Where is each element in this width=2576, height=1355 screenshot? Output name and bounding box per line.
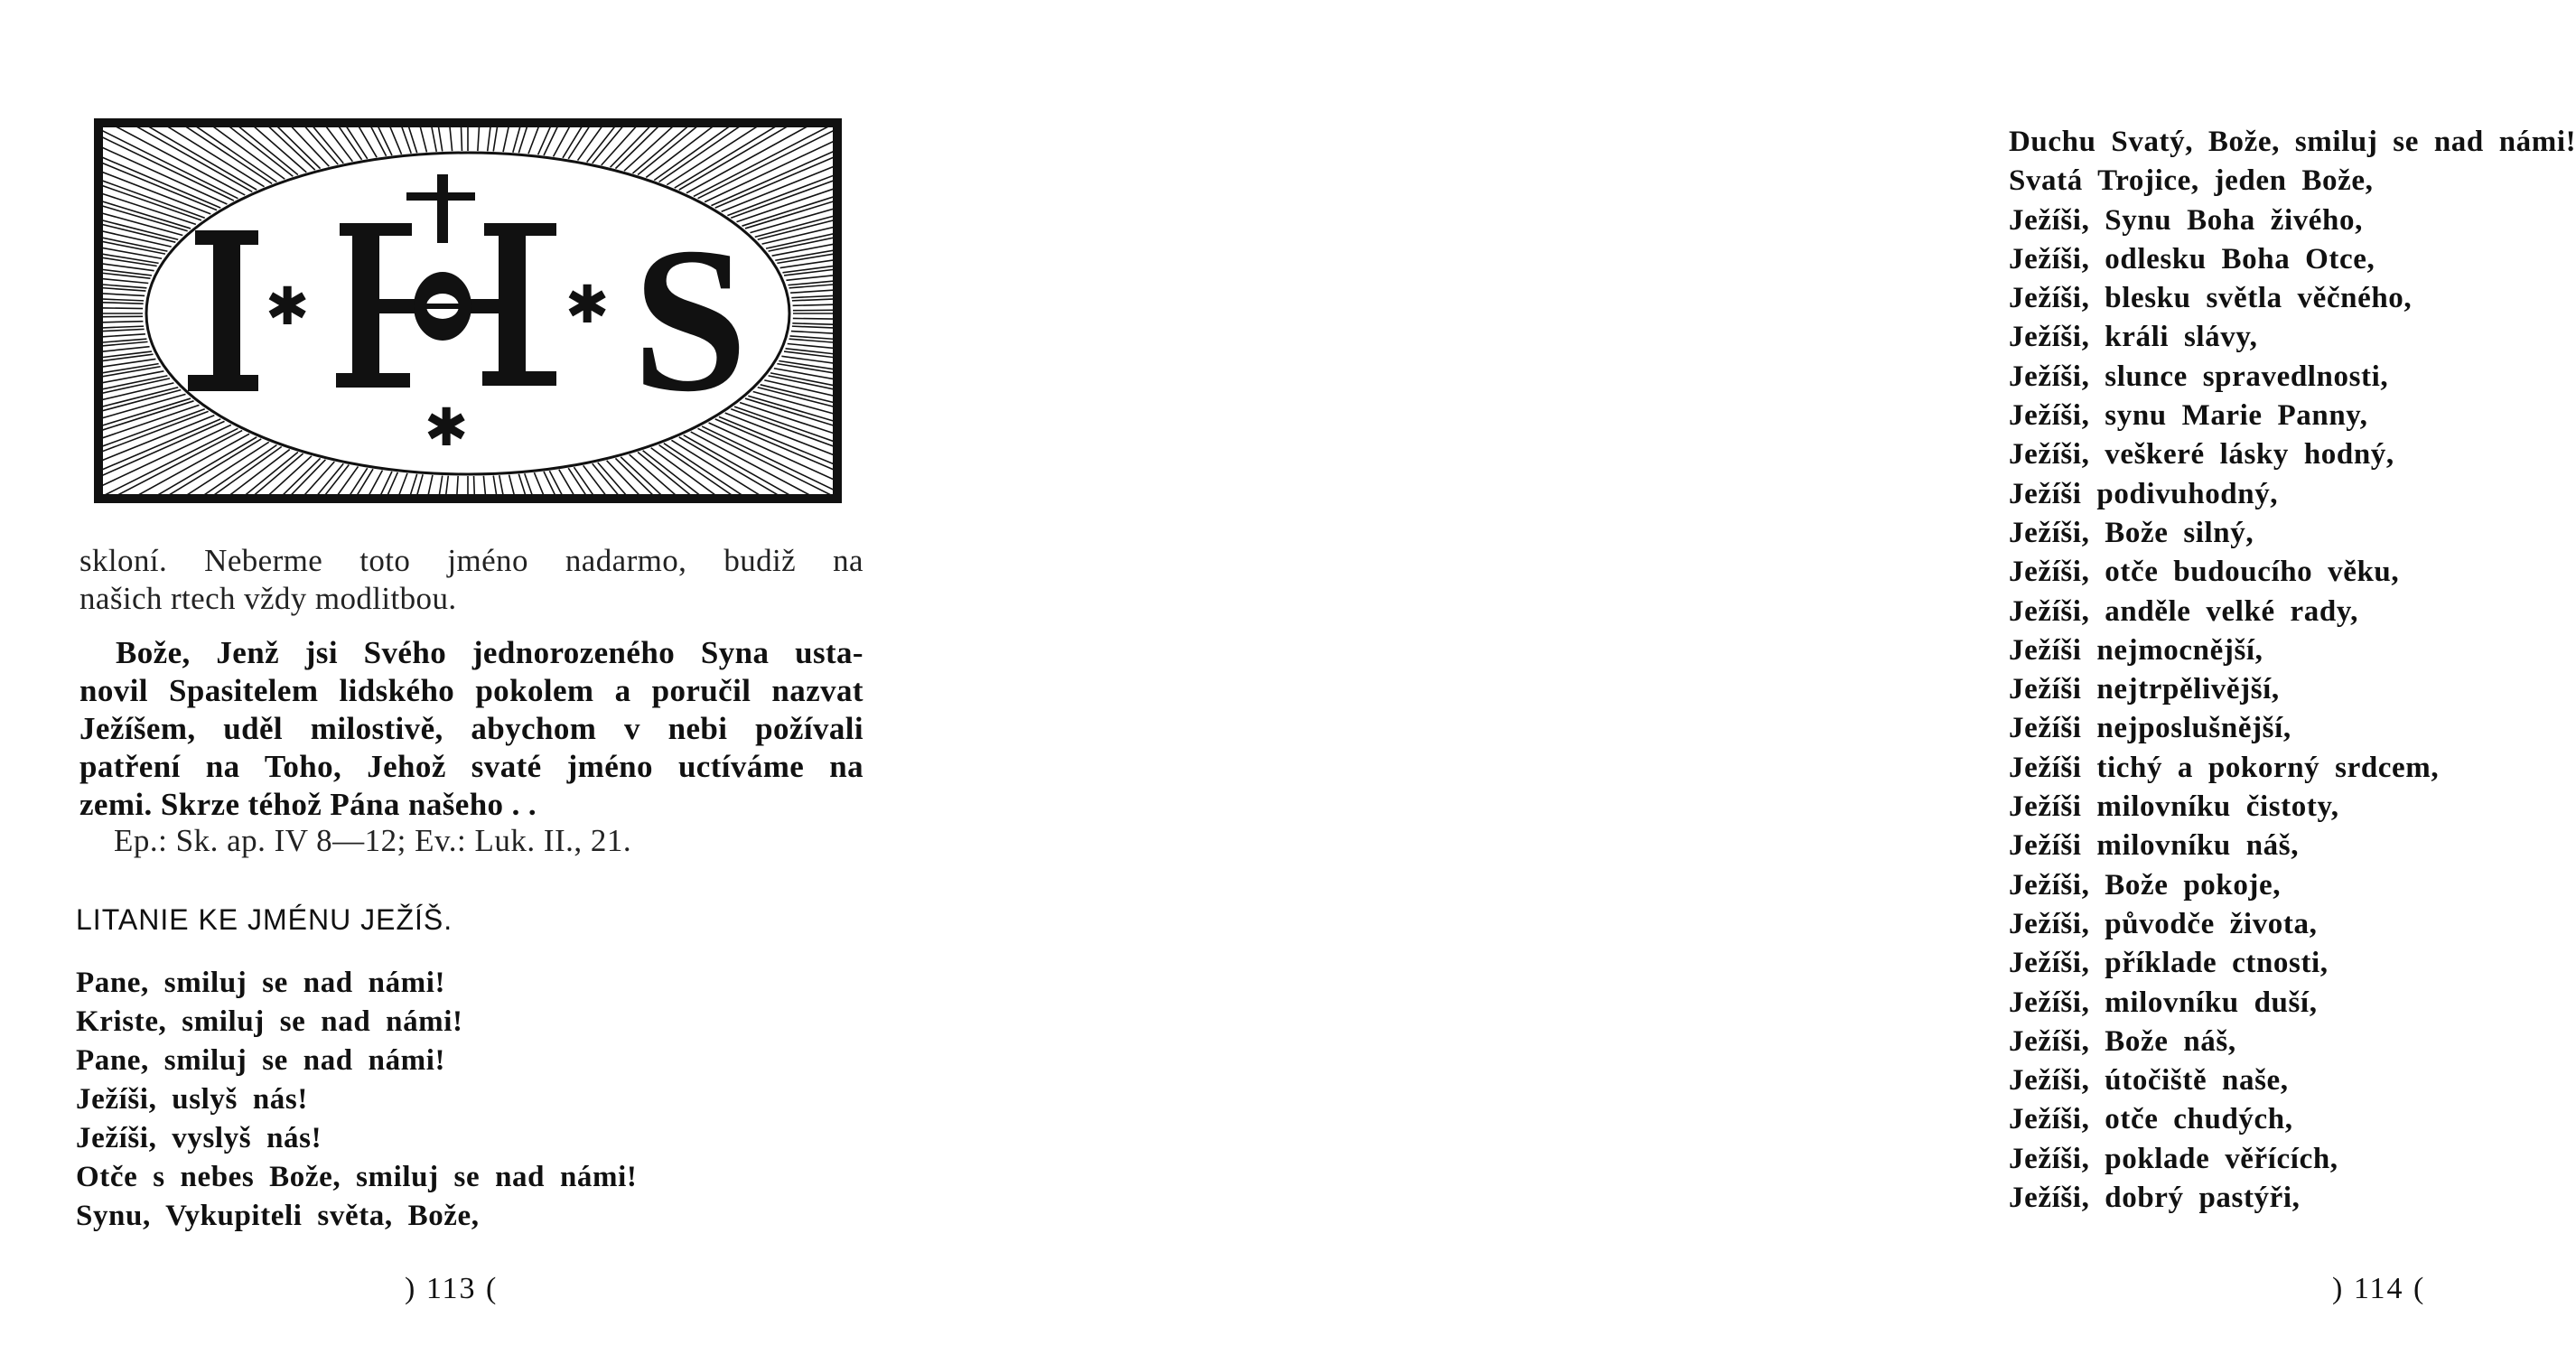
litany-line: Ježíši, Synu Boha živého, [2009, 203, 2363, 237]
litany-line: Ježíši, veškeré lásky hodný, [2009, 438, 2394, 472]
collect-line: Ježíšem, uděl milostivě, abychom v nebi požívali [79, 711, 863, 746]
collect-line: zemi. Skrze téhož Pána našeho . . [79, 787, 537, 822]
litany-line: Ježíši, otče budoucího věku, [2009, 556, 2400, 589]
litany-line: Ježíši, odlesku Boha Otce, [2009, 242, 2375, 276]
svg-text:✱: ✱ [265, 276, 310, 337]
litany-line: Ježíši, útočiště naše, [2009, 1064, 2289, 1098]
litany-line: Ježíši, dobrý pastýři, [2009, 1182, 2301, 1215]
litany-line: Ježíši, králi slávy, [2009, 321, 2258, 354]
litany-list-left [76, 964, 637, 1236]
litany-line: Ježíši, Bože pokoje, [2009, 868, 2282, 902]
litany-line: Ježíši nejtrpělivější, [2009, 673, 2280, 706]
paragraph-1 [79, 542, 863, 618]
litany-line: Otče s nebes Bože, smiluj se nad námi! [76, 1161, 638, 1193]
litany-line: Ježíši, synu Marie Panny, [2009, 399, 2368, 433]
litany-line: Svatá Trojice, jeden Bože, [2009, 164, 2374, 198]
litany-line: Ježíši, milovníku duší, [2009, 986, 2318, 1019]
left-page [0, 0, 925, 1355]
collect-prayer [79, 634, 863, 824]
litany-line: Ježíši, otče chudých, [2009, 1103, 2293, 1136]
litany-line: Kriste, smiluj se nad námi! [76, 1005, 463, 1038]
litany-line: Duchu Svatý, Bože, smiluj se nad námi! [2009, 126, 2576, 158]
litany-line: Ježíši, uslyš nás! [76, 1083, 308, 1116]
litany-line: Ježíši milovníku náš, [2009, 829, 2300, 863]
litany-line: Ježíši, anděle velké rady, [2009, 594, 2358, 628]
collect-line: patření na Toho, Jehož svaté jméno uctíváme na [79, 749, 863, 784]
litany-line: Ježíši nejmocnější, [2009, 633, 2263, 667]
paragraph-1-line: našich rtech vždy modlitbou. [79, 581, 457, 616]
scripture-references: Ep.: Sk. ap. IV 8—12; Ev.: Luk. II., 21. [114, 823, 632, 858]
litany-line: Ježíši, Bože náš, [2009, 1024, 2236, 1058]
litany-line: Ježíši, slunce spravedlnosti, [2009, 360, 2389, 393]
litany-line: Ježíši, poklade věřících, [2009, 1142, 2338, 1175]
litany-line: Ježíši, Bože silný, [2009, 516, 2254, 549]
litany-line: Ježíši tichý a pokorný srdcem, [2009, 751, 2440, 784]
collect-line: Bože, Jenž jsi Svého jednorozeného Syna usta- [116, 635, 863, 670]
collect-line: novil Spasitelem lidského pokolem a poručil nazvat [79, 673, 863, 708]
svg-text:✱: ✱ [424, 397, 469, 458]
litany-line: Pane, smiluj se nad námi! [76, 1044, 446, 1077]
page-number: ) 114 ( [2332, 1272, 2426, 1305]
litany-line: Ježíši, původče života, [2009, 907, 2318, 940]
litany-line: Ježíši, příklade ctnosti, [2009, 947, 2329, 980]
right-page [925, 0, 2576, 1355]
letter-s: S [632, 204, 748, 435]
litany-line: Pane, smiluj se nad námi! [76, 967, 446, 999]
litany-list-right [2009, 123, 2576, 1218]
page-number: ) 113 ( [405, 1272, 499, 1305]
litany-line: Ježíši nejposlušnější, [2009, 712, 2291, 745]
svg-text:✱: ✱ [565, 274, 610, 335]
paragraph-1-line: skloní. Neberme toto jméno nadarmo, budiž na [79, 543, 863, 578]
litany-line: Ježíši, vyslyš nás! [76, 1122, 322, 1154]
litany-line: Ježíši podivuhodný, [2009, 477, 2279, 510]
litany-line: Ježíši milovníku čistoty, [2009, 790, 2339, 824]
ihs-emblem [94, 118, 842, 503]
litany-heading: LITANIE KE JMÉNU JEŽÍŠ. [76, 903, 453, 936]
litany-line: Ježíši, blesku světla věčného, [2009, 282, 2413, 315]
litany-line: Synu, Vykupiteli světa, Bože, [76, 1200, 480, 1232]
